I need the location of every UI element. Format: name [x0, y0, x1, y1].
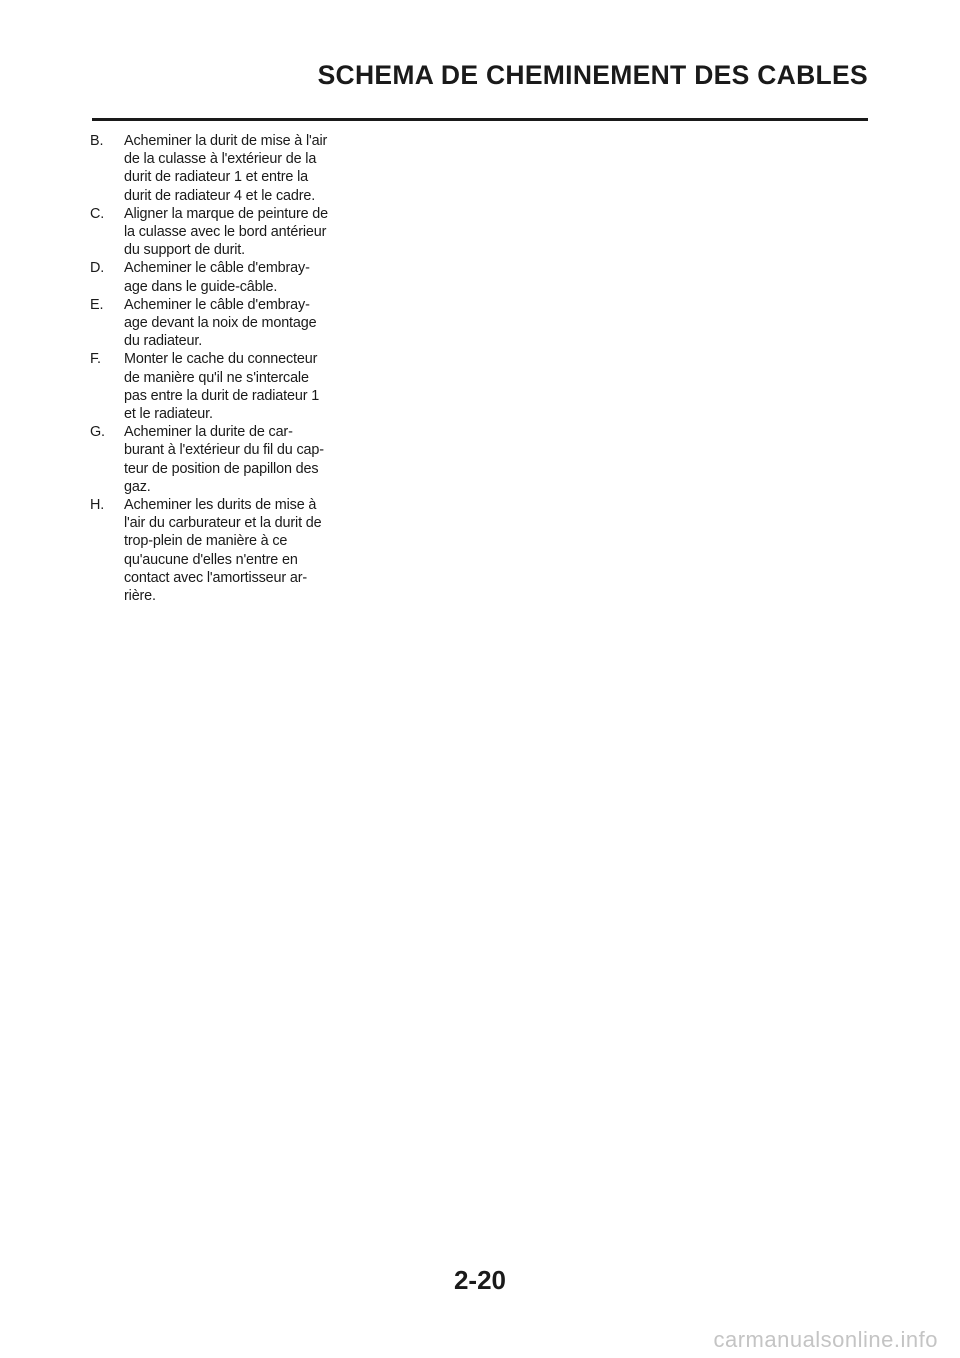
instruction-text: Acheminer la durite de car- burant à l'extérieur du fil du cap- teur de position de papillon des gaz. [124, 424, 324, 495]
instruction-letter: F. [90, 351, 101, 368]
instruction-text: Acheminer la durit de mise à l'air de la culasse à l'extérieur de la durit de radiateur 1 et entre la durit de radiateur 4 et le cadre. [124, 133, 328, 204]
instruction-letter: B. [90, 133, 104, 149]
site-watermark: carmanualsonline.info [713, 1327, 938, 1352]
instruction-item-g [90, 423, 340, 496]
title-divider [92, 118, 868, 121]
instruction-letter: C. [90, 205, 105, 222]
instruction-item-h [90, 496, 340, 605]
instruction-letter: E. [90, 296, 104, 313]
instruction-text: Acheminer le câble d'embray- age dans le guide-câble. [124, 260, 310, 295]
instruction-letter: H. [90, 497, 105, 514]
instruction-item-d [90, 259, 340, 295]
page-title: SCHEMA DE CHEMINEMENT DES CABLES [317, 60, 868, 90]
instruction-letter: D. [90, 260, 105, 277]
instruction-text: Acheminer le câble d'embray- age devant la noix de montage du radiateur. [124, 296, 317, 350]
page-number: 2-20 [453, 1265, 507, 1295]
instruction-item-b [90, 132, 340, 205]
instruction-item-c [90, 205, 340, 260]
instruction-item-e [90, 296, 340, 351]
instruction-text: Acheminer les durits de mise à l'air du carburateur et la durit de trop-plein de manière à ce qu'aucune d'elles n'entre en contact avec l'amortisseur ar- rière. [124, 497, 322, 605]
instruction-item-f [90, 350, 340, 423]
instruction-letter: G. [90, 424, 105, 441]
instruction-list [90, 132, 340, 605]
instruction-text: Aligner la marque de peinture de la culasse avec le bord antérieur du support de durit. [124, 205, 328, 259]
instruction-text: Monter le cache du connecteur de manière qu'il ne s'intercale pas entre la durit de radiateur 1 et le radiateur. [124, 351, 320, 423]
